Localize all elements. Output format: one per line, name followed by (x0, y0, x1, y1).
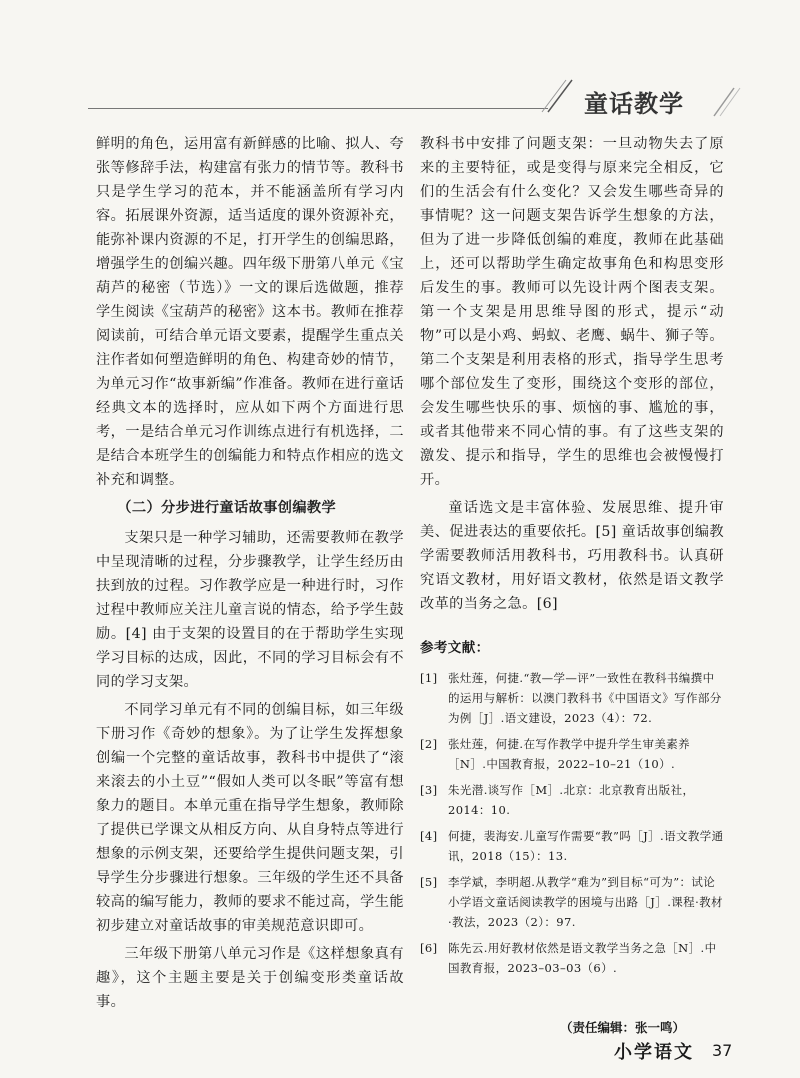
body-paragraph: 支架只是一种学习辅助，还需要教师在教学中呈现清晰的过程，分步骤教学，让学生经历由扶到放的过程。习作教学应是一种进行时，习作过程中教师应关注儿童言说的情态，给予学生鼓励。[4] 由于支架的设置目的在于帮助学生实现学习目标的达成，因此，不同的学习目标会有不同的学习支架。 (96, 530, 404, 690)
reference-text: 陈先云.用好教材依然是语文教学当务之急［N］.中国教育报，2023–03–03（6）. (448, 941, 717, 975)
reference-text: 朱光潜.谈写作［M］.北京：北京教育出版社，2014：10. (448, 783, 695, 817)
reference-number: [2] (420, 737, 438, 751)
reference-number: [6] (420, 941, 438, 955)
reference-item (420, 938, 724, 978)
section-title: 童话教学 (584, 89, 684, 118)
editor-credit: （责任编辑：张一鸣） (560, 1020, 686, 1035)
reference-text: 何捷，裴海安.儿童写作需要“教”吗［J］.语文教学通讯，2018（15）：13. (448, 829, 724, 863)
reference-item (420, 780, 724, 820)
reference-item (420, 668, 724, 728)
body-paragraph: 童话选文是丰富体验、发展思维、提升审美、促进表达的重要依托。[5] 童话故事创编教学需要教师活用教科书，巧用教科书。认真研究语文教材，用好语文教材，依然是语文教学改革的当务之急。[6] (420, 500, 724, 612)
subsection-heading: （二）分步进行童话故事创编教学 (117, 500, 337, 516)
reference-text: 张灶莲，何捷.“教—学—评”一致性在教科书编撰中的运用与解析：以澳门教科书《中国语文》写作部分为例［J］.语文建设，2023（4）：72. (448, 671, 722, 725)
reference-number: [1] (420, 671, 438, 685)
header-slash-decoration (538, 78, 578, 114)
reference-number: [3] (420, 783, 438, 797)
journal-brand: 小学语文 (614, 1042, 694, 1063)
body-paragraph: 不同学习单元有不同的创编目标，如三年级下册习作《奇妙的想象》。为了让学生发挥想象创编一个完整的童话故事，教科书中提供了“滚来滚去的小土豆”“假如人类可以冬眠”等富有想象力的题目。本单元重在指导学生想象，教师除了提供已学课文从相反方向、从自身特点等进行想象的示例支架，还要给学生提供问题支架，引导学生分步骤进行想象。三年级的学生还不具备较高的编写能力，教师的要求不能过高，学生能初步建立对童话故事的审美规范意识即可。 (96, 702, 404, 934)
body-paragraph: 三年级下册第八单元习作是《这样想象真有趣》，这个主题主要是关于创编变形类童话故事。 (96, 946, 404, 1010)
reference-number: [5] (420, 875, 438, 889)
body-paragraph: 教科书中安排了问题支架：一旦动物失去了原来的主要特征，或是变得与原来完全相反，它们的生活会有什么变化？又会发生哪些奇异的事情呢？这一问题支架告诉学生想象的方法，但为了进一步降低创编的难度，教师在此基础上，还可以帮助学生确定故事角色和构思变形后发生的事。教师可以先设计两个图表支架。第一个支架是用思维导图的形式，提示“动物”可以是小鸡、蚂蚁、老鹰、蜗牛、狮子等。第二个支架是利用表格的形式，指导学生思考哪个部位发生了变形，围绕这个变形的部位，会发生哪些快乐的事、烦恼的事、尴尬的事，或者其他带来不同心情的事。有了这些支架的激发、提示和指导，学生的思维也会被慢慢打开。 (420, 136, 724, 488)
reference-text: 张灶莲，何捷.在写作教学中提升学生审美素养［N］.中国教育报，2022–10–21（10）. (448, 737, 691, 771)
page-number: 37 (712, 1041, 733, 1060)
body-paragraph: 鲜明的角色，运用富有新鲜感的比喻、拟人、夸张等修辞手法，构建富有张力的情节等。教科书只是学生学习的范本，并不能涵盖所有学习内容。拓展课外资源，适当适度的课外资源补充，能弥补课内资源的不足，打开学生的创编思路，增强学生的创编兴趣。四年级下册第八单元《宝葫芦的秘密（节选）》一文的课后选做题，推荐学生阅读《宝葫芦的秘密》这本书。教师在推荐阅读前，可结合单元语文要素，提醒学生重点关注作者如何塑造鲜明的角色、构建奇妙的情节，为单元习作“故事新编”作准备。教师在进行童话经典文本的选择时，应从如下两个方面进行思考，一是结合单元习作训练点进行有机选择，二是结合本班学生的创编能力和特点作相应的选文补充和调整。 (96, 136, 404, 488)
reference-item (420, 734, 724, 774)
reference-item (420, 826, 724, 866)
reference-number: [4] (420, 829, 438, 843)
reference-text: 李学斌，李明超.从教学“难为”到目标“可为”：试论小学语文童话阅读教学的困境与出路［J］.课程·教材·教法，2023（2）：97. (448, 875, 723, 929)
page-header (0, 0, 800, 130)
right-column (420, 132, 724, 984)
header-stripe-decoration (700, 84, 800, 120)
reference-item (420, 872, 724, 932)
references-list (420, 668, 724, 978)
left-column (96, 132, 404, 1018)
references-heading: 参考文献： (420, 640, 490, 656)
header-rule (88, 108, 548, 109)
